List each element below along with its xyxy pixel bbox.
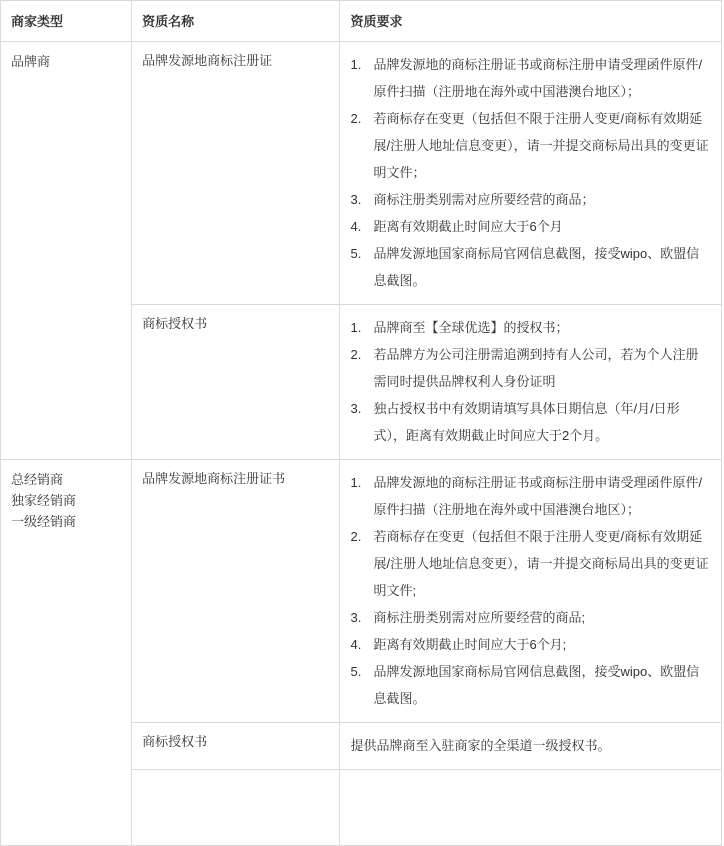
table-header-row	[1, 1, 722, 42]
table-body	[1, 42, 722, 846]
list-item: 商标注册类别需对应所要经营的商品；	[373, 192, 595, 207]
qualification-name-cell	[132, 305, 340, 460]
list-item: 若商标存在变更（包括但不限于注册人变更/商标有效期延展/注册人地址信息变更），请一并提交商标局出具的变更证明文件;	[373, 529, 709, 598]
merchant-type-cell	[1, 42, 132, 460]
requirement-list	[350, 469, 711, 712]
requirement-text: 提供品牌商至入驻商家的全渠道一级授权书。	[350, 738, 611, 753]
column-header-qualification-name: 资质名称	[132, 1, 340, 42]
qualification-name-cell	[132, 42, 340, 305]
list-item: 品牌发源地的商标注册证书或商标注册申请受理函件原件/原件扫描（注册地在海外或中国港澳台地区）；	[373, 57, 703, 99]
merchant-type-cell	[1, 460, 132, 846]
qualification-requirement-cell-empty	[340, 770, 722, 846]
list-item: 距离有效期截止时间应大于6个月;	[373, 637, 567, 652]
qualification-requirement-cell	[340, 305, 722, 460]
table-header	[1, 1, 722, 42]
qualification-name-cell	[132, 723, 340, 770]
table-row	[1, 42, 722, 305]
column-header-qualification-requirement: 资质要求	[340, 1, 722, 42]
list-item: 独占授权书中有效期请填写具体日期信息（年/月/日形式），距离有效期截止时间应大于2个月。	[373, 401, 680, 443]
requirement-list	[350, 51, 711, 294]
list-item: 商标注册类别需对应所要经营的商品;	[373, 610, 586, 625]
list-item: 若商标存在变更（包括但不限于注册人变更/商标有效期延展/注册人地址信息变更），请一并提交商标局出具的变更证明文件；	[373, 111, 709, 180]
qualification-requirement-cell	[340, 460, 722, 723]
qualification-name-label: 商标授权书	[142, 734, 208, 749]
qualification-requirement-cell	[340, 723, 722, 770]
qualification-name-label: 品牌发源地商标注册证	[142, 53, 273, 68]
merchant-type-label: 独家经销商	[11, 493, 77, 508]
qualification-name-label: 商标授权书	[142, 316, 208, 331]
qualification-name-label: 品牌发源地商标注册证书	[142, 471, 286, 486]
column-header-merchant-type: 商家类型	[1, 1, 132, 42]
list-item: 品牌发源地的商标注册证书或商标注册申请受理函件原件/原件扫描（注册地在海外或中国港澳台地区）；	[373, 475, 703, 517]
merchant-type-label: 品牌商	[11, 54, 51, 69]
list-item: 品牌商至【全球优选】的授权书；	[373, 320, 569, 335]
table-row	[1, 460, 722, 723]
list-item: 品牌发源地国家商标局官网信息截图，接受wipo、欧盟信息截图。	[373, 664, 700, 706]
qualification-name-cell-empty	[132, 770, 340, 846]
list-item: 距离有效期截止时间应大于6个月	[373, 219, 563, 234]
merchant-type-label: 总经销商	[11, 472, 64, 487]
qualification-requirement-cell	[340, 42, 722, 305]
merchant-type-label: 一级经销商	[11, 514, 77, 529]
qualification-name-cell	[132, 460, 340, 723]
requirement-list	[350, 314, 711, 449]
list-item: 品牌发源地国家商标局官网信息截图，接受wipo、欧盟信息截图。	[373, 246, 700, 288]
list-item: 若品牌方为公司注册需追溯到持有人公司，若为个人注册需同时提供品牌权利人身份证明	[373, 347, 699, 389]
